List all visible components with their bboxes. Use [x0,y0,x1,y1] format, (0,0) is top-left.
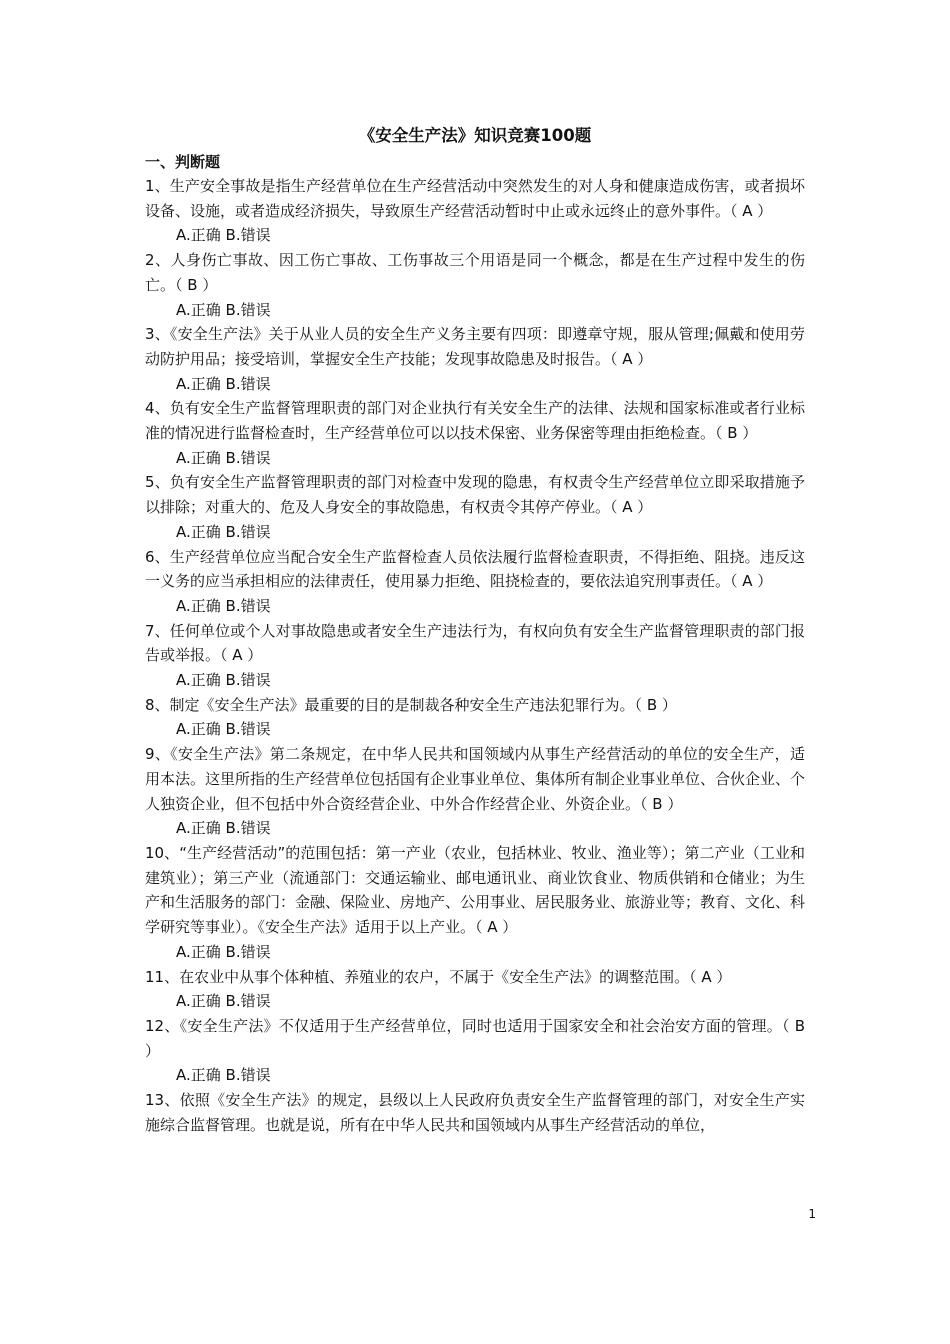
question-12 [145,1014,805,1088]
question-7 [145,619,805,693]
question-text: 12、《安全生产法》不仅适用于生产经营单位，同时也适用于国家安全和社会治安方面的管理。（ B ） [145,1016,805,1060]
question-options: A.正确 B.错误 [176,819,271,838]
section-heading: 一、判断题 [145,153,221,171]
question-10 [145,841,805,965]
question-11 [145,965,805,1014]
question-8 [145,693,805,742]
question-options: A.正确 B.错误 [176,596,271,615]
question-text: 2、人身伤亡事故、因工伤亡事故、工伤事故三个用语是同一个概念，都是在生产过程中发生的伤亡。（ B ） [145,251,805,294]
document-body [145,150,805,1137]
question-5 [145,470,805,544]
document-title: 《安全生产法》知识竞赛100题 [358,126,592,145]
question-text: 1、生产安全事故是指生产经营单位在生产经营活动中突然发生的对人身和健康造成伤害，或者损坏设备、设施，或者造成经济损失，导致原生产经营活动暂时中止或永远终止的意外事件。（ A ） [145,177,805,220]
question-options: A.正确 B.错误 [176,942,271,961]
question-text: 6、生产经营单位应当配合安全生产监督检查人员依法履行监督检查职责，不得拒绝、阻挠。违反这一义务的应当承担相应的法律责任，使用暴力拒绝、阻挠检查的，要依法追究刑事责任。（ A ） [145,547,805,591]
question-2 [145,248,805,322]
question-options: A.正确 B.错误 [176,522,271,541]
question-13 [145,1088,805,1137]
question-text: 3、《安全生产法》关于从业人员的安全生产义务主要有四项：即遵章守规，服从管理;佩戴和使用劳动防护用品；接受培训，掌握安全生产技能；发现事故隐患及时报告。（ A ） [145,325,805,368]
question-options: A.正确 B.错误 [176,671,271,690]
question-text: 13、依照《安全生产法》的规定，县级以上人民政府负责安全生产监督管理的部门，对安全生产实施综合监督管理。也就是说，所有在中华人民共和国领域内从事生产经营活动的单位， [145,1091,805,1134]
question-text: 9、《安全生产法》第二条规定，在中华人民共和国领域内从事生产经营活动的单位的安全生产，适用本法。这里所指的生产经营单位包括国有企业事业单位、集体所有制企业事业单位、合伙企业、个人独资企业，但不包括中外合资经营企业、中外合作经营企业、外资企业。（ B ） [145,745,806,813]
question-options: A.正确 B.错误 [176,226,271,245]
question-options: A.正确 B.错误 [176,300,271,319]
question-4 [145,396,805,470]
page-number: 1 [808,1207,816,1221]
question-options: A.正确 B.错误 [176,720,271,739]
question-9 [145,742,805,841]
question-text: 8、制定《安全生产法》最重要的目的是制裁各种安全生产违法犯罪行为。（ B ） [145,695,677,714]
question-options: A.正确 B.错误 [176,448,271,467]
question-options: A.正确 B.错误 [176,374,271,393]
question-text: 10、“生产经营活动”的范围包括：第一产业（农业，包括林业、牧业、渔业等）；第二产业（工业和建筑业）；第三产业（流通部门：交通运输业、邮电通讯业、商业饮食业、物质供销和仓储业；为生产和生活服务的部门：金融、保险业、房地产、公用事业、居民服务业、旅游业等；教育、文化、科学研究等事业）。《安全生产法》适用于以上产业。（ A ） [145,843,806,937]
question-text: 7、任何单位或个人对事故隐患或者安全生产违法行为，有权向负有安全生产监督管理职责的部门报告或举报。（ A ） [145,621,805,665]
question-options: A.正确 B.错误 [176,1066,271,1085]
question-1 [145,174,805,248]
question-6 [145,545,805,619]
question-3 [145,322,805,396]
question-text: 5、负有安全生产监督管理职责的部门对检查中发现的隐患，有权责令生产经营单位立即采取措施予以排除；对重大的、危及人身安全的事故隐患，有权责令其停产停业。（ A ） [145,473,805,517]
question-text: 4、负有安全生产监督管理职责的部门对企业执行有关安全生产的法律、法规和国家标准或者行业标准的情况进行监督检查时，生产经营单位可以以技术保密、业务保密等理由拒绝检查。（ B ） [145,399,805,443]
question-text: 11、在农业中从事个体种植、养殖业的农户，不属于《安全生产法》的调整范围。（ A ） [145,967,732,986]
question-options: A.正确 B.错误 [176,992,271,1011]
